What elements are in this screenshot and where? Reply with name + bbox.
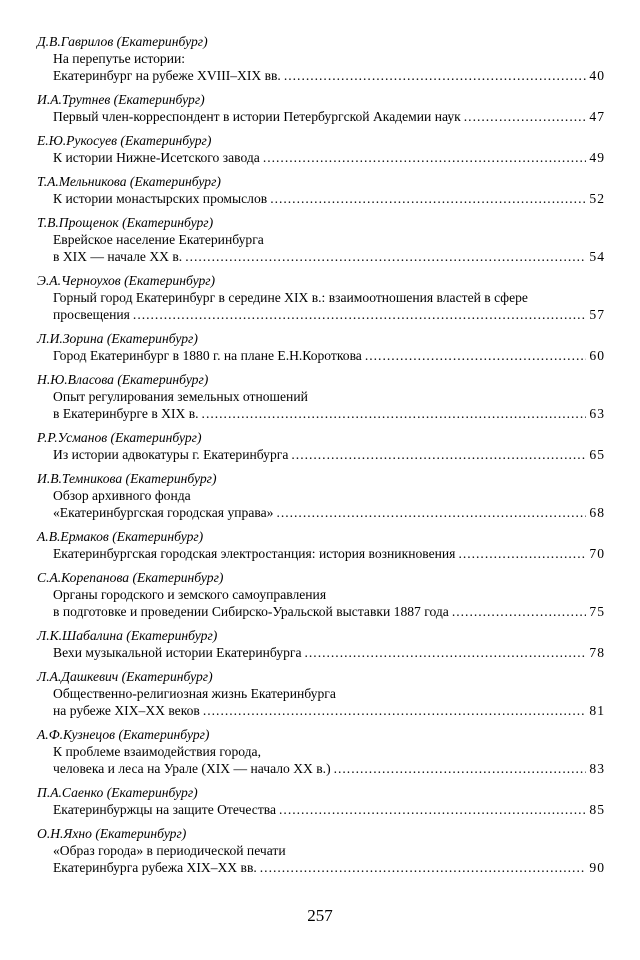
entry-title — [37, 231, 605, 265]
entry-title — [37, 685, 605, 719]
entry-title-text: просвещения — [53, 307, 130, 322]
entry-title-text: в Екатеринбурге в XIX в. — [53, 406, 199, 421]
dot-leader — [458, 545, 586, 562]
entry-page-number: 78 — [589, 645, 605, 660]
toc-entry — [37, 528, 605, 562]
entry-title-text: Екатеринбург на рубеже XVIII–XIX вв. — [53, 68, 281, 83]
entry-title-text: Город Екатеринбург в 1880 г. на плане Е.Н.Короткова — [53, 348, 362, 363]
entry-author: С.А.Корепанова (Екатеринбург) — [37, 570, 224, 585]
entry-title-last-line — [53, 760, 605, 777]
entry-title — [37, 801, 605, 818]
dot-leader — [263, 149, 587, 166]
entry-page-number: 63 — [589, 406, 605, 421]
entry-title-last-line — [53, 405, 605, 422]
entry-author: Л.А.Дашкевич (Екатеринбург) — [37, 669, 213, 684]
toc-entry — [37, 173, 605, 207]
entry-author: Н.Ю.Власова (Екатеринбург) — [37, 372, 209, 387]
toc-entry — [37, 272, 605, 323]
entry-title-line: Опыт регулирования земельных отношений — [53, 389, 308, 404]
dot-leader — [270, 190, 586, 207]
entry-page-number: 47 — [589, 109, 605, 124]
entry-title-last-line — [53, 149, 605, 166]
dot-leader — [464, 108, 587, 125]
entry-page-number: 52 — [589, 191, 605, 206]
entry-page-number: 90 — [589, 860, 605, 875]
entry-title-last-line — [53, 347, 605, 364]
toc-entry — [37, 429, 605, 463]
entry-author: Д.В.Гаврилов (Екатеринбург) — [37, 34, 208, 49]
entry-title — [37, 586, 605, 620]
entry-page-number: 75 — [589, 604, 605, 619]
entry-title-last-line — [53, 603, 605, 620]
dot-leader — [276, 504, 586, 521]
dot-leader — [334, 760, 587, 777]
entry-title — [37, 149, 605, 166]
toc-entry — [37, 627, 605, 661]
entry-title-last-line — [53, 702, 605, 719]
entry-page-number: 57 — [589, 307, 605, 322]
entry-title-text: Вехи музыкальной истории Екатеринбурга — [53, 645, 302, 660]
entry-author: А.Ф.Кузнецов (Екатеринбург) — [37, 727, 210, 742]
entry-title — [37, 545, 605, 562]
entry-title-last-line — [53, 306, 605, 323]
entry-title-last-line — [53, 644, 605, 661]
entry-title-text: Екатеринбуржцы на защите Отечества — [53, 802, 277, 817]
entry-title-last-line — [53, 248, 605, 265]
entry-title-line: Обзор архивного фонда — [53, 488, 191, 503]
entry-page-number: 40 — [589, 68, 605, 83]
entry-title-last-line — [53, 545, 605, 562]
entry-title-text: Екатеринбурга рубежа XIX–XX вв. — [53, 860, 257, 875]
entry-title — [37, 108, 605, 125]
dot-leader — [305, 644, 587, 661]
entry-title-line: К проблеме взаимодействия города, — [53, 744, 261, 759]
toc-entry — [37, 132, 605, 166]
entry-title — [37, 487, 605, 521]
entry-author: И.В.Темникова (Екатеринбург) — [37, 471, 217, 486]
page-number: 257 — [307, 906, 333, 925]
entry-title-last-line — [53, 67, 605, 84]
entry-author: И.А.Трутнев (Екатеринбург) — [37, 92, 205, 107]
entry-title — [37, 644, 605, 661]
dot-leader — [291, 446, 586, 463]
entry-author: П.А.Саенко (Екатеринбург) — [37, 785, 198, 800]
entry-title — [37, 388, 605, 422]
toc-entry — [37, 668, 605, 719]
toc-entry — [37, 91, 605, 125]
entry-page-number: 54 — [589, 249, 605, 264]
entry-title-line: Общественно-религиозная жизнь Екатеринбурга — [53, 686, 336, 701]
dot-leader — [202, 405, 587, 422]
dot-leader — [452, 603, 587, 620]
dot-leader — [365, 347, 587, 364]
dot-leader — [133, 306, 586, 323]
toc-entry — [37, 371, 605, 422]
entry-author: Р.Р.Усманов (Екатеринбург) — [37, 430, 202, 445]
entry-title — [37, 289, 605, 323]
entry-title-last-line — [53, 446, 605, 463]
entry-title-last-line — [53, 190, 605, 207]
entry-title — [37, 446, 605, 463]
toc-entry — [37, 569, 605, 620]
entry-page-number: 81 — [589, 703, 605, 718]
dot-leader — [284, 67, 587, 84]
entry-page-number: 49 — [589, 150, 605, 165]
entry-title-line: Органы городского и земского самоуправления — [53, 587, 327, 602]
entry-page-number: 68 — [589, 505, 605, 520]
entry-title — [37, 842, 605, 876]
entry-title-last-line — [53, 108, 605, 125]
entry-page-number: 83 — [589, 761, 605, 776]
dot-leader — [279, 801, 586, 818]
entry-title-text: Екатеринбургская городская электростанция: история возникновения — [53, 546, 456, 561]
entry-title-last-line — [53, 801, 605, 818]
entry-author: Т.В.Прощенок (Екатеринбург) — [37, 215, 214, 230]
toc-entry — [37, 33, 605, 84]
entry-author: Т.А.Мельникова (Екатеринбург) — [37, 174, 221, 189]
entry-page-number: 85 — [589, 802, 605, 817]
entry-title-text: К истории Нижне-Исетского завода — [53, 150, 260, 165]
entry-author: Л.К.Шабалина (Екатеринбург) — [37, 628, 218, 643]
entry-title-text: в подготовке и проведении Сибирско-Уральской выставки 1887 года — [53, 604, 449, 619]
entry-title-text: на рубеже XIX–XX веков — [53, 703, 200, 718]
toc-entry — [37, 214, 605, 265]
entry-title-line: «Образ города» в периодической печати — [53, 843, 286, 858]
entry-page-number: 70 — [589, 546, 605, 561]
entry-title-text: «Екатеринбургская городская управа» — [53, 505, 274, 520]
entry-title — [37, 50, 605, 84]
dot-leader — [203, 702, 587, 719]
entry-page-number: 60 — [589, 348, 605, 363]
entry-title — [37, 347, 605, 364]
table-of-contents — [37, 33, 605, 883]
toc-entry — [37, 825, 605, 876]
entry-page-number: 65 — [589, 447, 605, 462]
entry-title — [37, 190, 605, 207]
entry-author: Э.А.Черноухов (Екатеринбург) — [37, 273, 216, 288]
entry-title-line: Еврейское население Екатеринбурга — [53, 232, 264, 247]
entry-author: Л.И.Зорина (Екатеринбург) — [37, 331, 198, 346]
dot-leader — [260, 859, 587, 876]
toc-entry — [37, 784, 605, 818]
dot-leader — [185, 248, 586, 265]
entry-author: Е.Ю.Рукосуев (Екатеринбург) — [37, 133, 212, 148]
entry-title-text: Из истории адвокатуры г. Екатеринбурга — [53, 447, 289, 462]
entry-title-line: Горный город Екатеринбург в середине XIX в.: взаимоотношения властей в сфере — [53, 290, 528, 305]
toc-entry — [37, 726, 605, 777]
entry-title-last-line — [53, 859, 605, 876]
toc-entry — [37, 330, 605, 364]
entry-title-text: в XIX — начале XX в. — [53, 249, 183, 264]
entry-title-line: На перепутье истории: — [53, 51, 186, 66]
entry-author: О.Н.Яхно (Екатеринбург) — [37, 826, 187, 841]
entry-title-text: человека и леса на Урале (XIX — начало XX в.) — [53, 761, 331, 776]
entry-title — [37, 743, 605, 777]
entry-title-last-line — [53, 504, 605, 521]
toc-entry — [37, 470, 605, 521]
entry-title-text: К истории монастырских промыслов — [53, 191, 268, 206]
entry-title-text: Первый член-корреспондент в истории Петербургской Академии наук — [53, 109, 461, 124]
entry-author: А.В.Ермаков (Екатеринбург) — [37, 529, 204, 544]
